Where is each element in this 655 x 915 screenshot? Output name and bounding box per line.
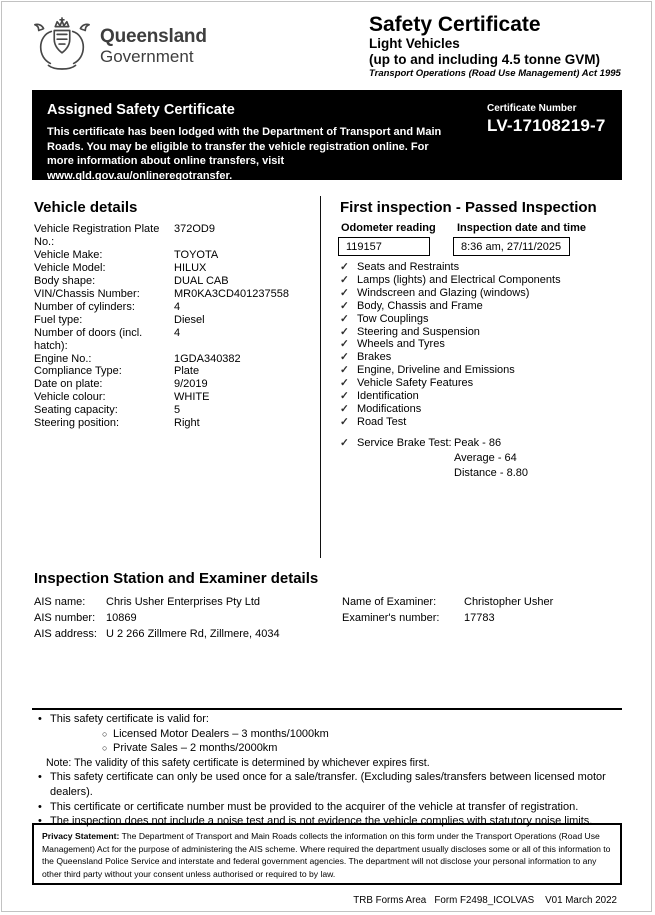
field-value: WHITE: [174, 391, 210, 404]
note-text: This safety certificate is valid for:: [50, 713, 209, 725]
checklist-label: Seats and Restraints: [357, 261, 460, 273]
certificate-number-value: LV-17108219-7: [487, 116, 606, 135]
field-value: 5: [174, 404, 181, 417]
banner-body-pre: This certificate has been lodged with the Department of Transport and Main Roads. You may be eligible to transfer the vehicle registration online. For more information about online transfers, visit: [47, 126, 442, 167]
bullet-icon: •: [38, 800, 42, 813]
vehicle-row: [34, 262, 318, 275]
banner-heading: Assigned Safety Certificate: [47, 102, 235, 118]
examiner-row: [342, 594, 553, 610]
checklist-label: Modifications: [357, 402, 422, 415]
checklist-item: [340, 274, 640, 287]
field-label: Name of Examiner:: [342, 596, 437, 608]
inspection-datetime-label: Inspection date and time: [457, 222, 586, 234]
station-row: [34, 594, 280, 610]
station-examiner-heading: Inspection Station and Examiner details: [34, 570, 319, 587]
checklist-item: [340, 338, 640, 351]
checklist-label: Road Test: [357, 415, 407, 428]
checklist-item: [340, 416, 640, 429]
service-brake-test-label: Service Brake Test:: [357, 436, 452, 449]
notes-divider: [32, 708, 622, 710]
field-label: Date on plate:: [34, 378, 103, 391]
field-label: Vehicle colour:: [34, 391, 106, 404]
note-bullet-line: [32, 770, 632, 799]
brake-peak-value: Peak - 86: [454, 436, 502, 449]
checklist-item: [340, 326, 640, 339]
field-label: Number of cylinders:: [34, 300, 135, 313]
vehicle-row: [34, 288, 318, 301]
brake-distance-value: Distance - 8.80: [454, 466, 528, 479]
brake-average-value: Average - 64: [454, 451, 517, 464]
qld-government-logo: [31, 15, 207, 77]
note-bullet-line: [32, 800, 632, 815]
field-value: Christopher Usher: [464, 596, 554, 608]
checklist-label: Steering and Suspension: [357, 325, 480, 338]
station-row: [34, 626, 280, 642]
field-label: Examiner's number:: [342, 612, 440, 624]
note-sub-bullet-line: [32, 727, 632, 742]
field-label: AIS address:: [34, 628, 97, 640]
circle-bullet-icon: ○: [102, 728, 108, 739]
vehicle-row: [34, 249, 318, 262]
inspection-datetime-value: 8:36 am, 27/11/2025: [453, 237, 570, 256]
check-icon: ✓: [340, 273, 349, 286]
note-sub-bullet-line: [32, 741, 632, 756]
check-icon: ✓: [340, 312, 349, 325]
note-validity-line: [32, 756, 632, 771]
checklist-label: Windscreen and Glazing (windows): [357, 286, 530, 299]
checklist-label: Tow Couplings: [357, 312, 429, 325]
field-value: 4: [174, 326, 181, 339]
banner-body-post: .: [229, 169, 233, 182]
vehicle-row: [34, 275, 318, 288]
checklist-label: Identification: [357, 390, 419, 403]
check-icon: ✓: [340, 364, 349, 377]
logo-text-government: Government: [100, 47, 194, 66]
assigned-certificate-banner: [32, 90, 622, 180]
note-bullet-line: [32, 712, 632, 727]
vehicle-row: [34, 301, 318, 314]
field-label: AIS name:: [34, 596, 86, 608]
field-value: 10869: [106, 612, 137, 624]
check-icon: ✓: [340, 351, 349, 364]
field-label: Body shape:: [34, 274, 96, 287]
field-label: Steering position:: [34, 417, 119, 430]
privacy-statement-box: [32, 823, 622, 885]
checklist-item: [340, 261, 640, 274]
field-label: Seating capacity:: [34, 404, 118, 417]
checklist-label: Vehicle Safety Features: [357, 377, 474, 390]
document-subtitle-gvm: (up to and including 4.5 tonne GVM): [369, 51, 600, 67]
checklist-label: Brakes: [357, 351, 392, 364]
field-label: VIN/Chassis Number:: [34, 287, 140, 300]
document-act-reference: Transport Operations (Road Use Management) Act 1995: [369, 68, 621, 79]
document-title-block: [369, 13, 621, 80]
field-label: Engine No.:: [34, 352, 92, 365]
note-text: Licensed Motor Dealers – 3 months/1000km: [113, 727, 329, 740]
column-divider: [320, 196, 321, 558]
vehicle-row: [34, 314, 318, 327]
field-value: TOYOTA: [174, 248, 219, 261]
field-value: HILUX: [174, 261, 207, 274]
vehicle-row: [34, 365, 318, 378]
check-icon: ✓: [340, 261, 349, 273]
bullet-icon: •: [38, 815, 42, 828]
field-value: 9/2019: [174, 378, 208, 391]
document-title: Safety Certificate: [369, 13, 541, 36]
certificate-number-block: [487, 102, 606, 136]
checklist-item: [340, 390, 640, 403]
station-details: [34, 594, 280, 642]
validity-notes: [32, 712, 632, 829]
safety-certificate-page: [1, 1, 652, 912]
field-value: Plate: [174, 365, 200, 378]
note-text: This certificate or certificate number must be provided to the acquirer of the vehicle at transfer of registration.: [50, 800, 579, 813]
checklist-item: [340, 351, 640, 364]
station-row: [34, 610, 280, 626]
checklist-item: [340, 377, 640, 390]
field-value: Chris Usher Enterprises Pty Ltd: [106, 596, 261, 608]
vehicle-row: [34, 327, 318, 353]
check-icon: ✓: [340, 325, 349, 338]
examiner-details: [342, 594, 553, 626]
checklist-item: [340, 403, 640, 416]
inspection-checklist: [340, 261, 640, 481]
vehicle-details-list: [34, 223, 318, 430]
field-label: AIS number:: [34, 612, 96, 624]
document-subtitle-vehicles: Light Vehicles: [369, 36, 460, 51]
vehicle-row: [34, 391, 318, 404]
vehicle-row: [34, 378, 318, 391]
banner-body-text: [47, 125, 455, 183]
vehicle-row: [34, 417, 318, 430]
logo-text-queensland: Queensland: [100, 26, 207, 47]
checklist-item: [340, 364, 640, 377]
field-value: MR0KA3CD401237558: [174, 287, 289, 300]
service-brake-test-row: [340, 436, 640, 481]
checklist-label: Engine, Driveline and Emissions: [357, 364, 515, 377]
vehicle-details-heading: Vehicle details: [34, 199, 138, 216]
vehicle-row: [34, 353, 318, 366]
field-value: 4: [174, 300, 181, 313]
check-icon: ✓: [340, 286, 349, 299]
field-label: Vehicle Model:: [34, 261, 106, 274]
form-footer: TRB Forms Area Form F2498_ICOLVAS V01 March 2022: [353, 895, 617, 906]
check-icon: ✓: [340, 377, 349, 390]
check-icon: ✓: [340, 299, 349, 312]
checklist-item: [340, 287, 640, 300]
check-icon: ✓: [340, 436, 349, 449]
bullet-icon: •: [38, 713, 42, 725]
vehicle-row: [34, 404, 318, 417]
checklist-label: Wheels and Tyres: [357, 338, 445, 351]
field-value: 17783: [464, 612, 495, 624]
bullet-icon: •: [38, 771, 42, 784]
field-value: DUAL CAB: [174, 274, 229, 287]
checklist-label: Lamps (lights) and Electrical Components: [357, 273, 561, 286]
field-value: 372OD9: [174, 223, 215, 235]
note-text: Private Sales – 2 months/2000km: [113, 742, 278, 755]
check-icon: ✓: [340, 338, 349, 351]
field-value: 1GDA340382: [174, 352, 241, 365]
note-text: This safety certificate can only be used once for a sale/transfer. (Excluding sales/transfers between licensed motor dealers).: [50, 771, 606, 798]
first-inspection-heading: First inspection - Passed Inspection: [340, 199, 597, 216]
checklist-item: [340, 313, 640, 326]
note-text: Note: The validity of this safety certificate is determined by whichever expires first.: [46, 756, 430, 769]
field-label: Vehicle Registration Plate No.:: [34, 223, 160, 248]
field-label: Vehicle Make:: [34, 248, 103, 261]
certificate-number-label: Certificate Number: [487, 103, 577, 114]
odometer-reading-value: 119157: [338, 237, 430, 256]
field-value: U 2 266 Zillmere Rd, Zillmere, 4034: [106, 628, 280, 640]
odometer-reading-label: Odometer reading: [341, 222, 436, 234]
privacy-statement-text: The Department of Transport and Main Roads collects the information on this form under the Transport Operations (Road Use Management) Act for the purpose of administering the AIS scheme. Where required the department usually discloses some or all of this information to the Queensland Police Service and interstate and federal government agencies. The department will not disclose your personal information to any other third party without your consent unless authorised or required to by law.: [42, 831, 611, 879]
examiner-row: [342, 610, 553, 626]
privacy-statement-label: Privacy Statement:: [42, 831, 120, 841]
field-label: Compliance Type:: [34, 365, 122, 378]
field-value: Diesel: [174, 313, 205, 326]
field-label: Number of doors (incl. hatch):: [34, 326, 143, 352]
service-brake-test-values: [454, 436, 528, 481]
checklist-label: Body, Chassis and Frame: [357, 299, 483, 312]
checklist-item: [340, 300, 640, 313]
note-text: The inspection does not include a noise test and is not evidence the vehicle complies with statutory noise limits.: [50, 815, 593, 828]
vehicle-row: [34, 223, 318, 249]
online-rego-transfer-link[interactable]: www.qld.gov.au/onlineregotransfer: [47, 169, 230, 182]
circle-bullet-icon: ○: [102, 743, 108, 754]
field-label: Fuel type:: [34, 313, 83, 326]
qld-coat-of-arms-icon: [31, 15, 93, 77]
field-value: Right: [174, 417, 200, 430]
check-icon: ✓: [340, 402, 349, 415]
check-icon: ✓: [340, 415, 349, 428]
check-icon: ✓: [340, 390, 349, 403]
